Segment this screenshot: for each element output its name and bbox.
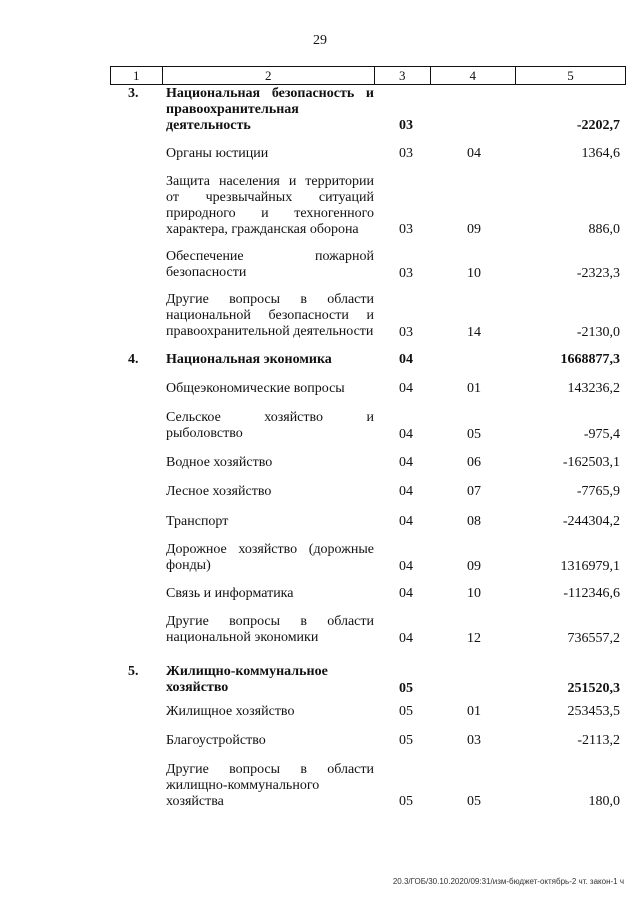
- row-subsection: 08: [467, 514, 481, 529]
- row-subsection: 01: [467, 704, 481, 719]
- row-name: Жилищное хозяйство: [166, 704, 295, 719]
- row-section: 04: [399, 514, 413, 529]
- header-col-1: 1: [111, 67, 163, 84]
- row-subsection: 04: [467, 146, 481, 161]
- row-name: Обеспечение пожарной безопасности: [166, 249, 374, 280]
- row-name: Транспорт: [166, 514, 229, 529]
- row-subsection: 05: [467, 794, 481, 809]
- row-name: Органы юстиции: [166, 146, 269, 161]
- row-section: 05: [399, 733, 413, 748]
- row-amount: 180,0: [588, 794, 620, 809]
- document-footer: 20.3/ГОБ/30.10.2020/09:31/изм-бюджет-октябрь-2 чт. закон-1 ч: [392, 877, 624, 886]
- row-section: 04: [399, 559, 413, 574]
- row-subsection: 09: [467, 222, 481, 237]
- row-name: Другие вопросы в области жилищно-коммунального хозяйства: [166, 762, 374, 809]
- header-col-3: 3: [375, 67, 431, 84]
- row-name: Другие вопросы в области национальной экономики: [166, 614, 374, 645]
- row-section: 04: [399, 381, 413, 396]
- row-number: 3.: [128, 86, 139, 101]
- row-amount: -162503,1: [562, 455, 620, 470]
- row-name: Национальная безопасность и правоохранительная деятельность: [166, 86, 374, 133]
- row-subsection: 01: [467, 381, 481, 396]
- row-name: Связь и информатика: [166, 586, 294, 601]
- row-section: 03: [399, 118, 413, 133]
- row-name: Национальная экономика: [166, 352, 332, 367]
- row-name: Защита населения и территории от чрезвычайных ситуаций природного и техногенного характера, гражданская оборона: [166, 174, 374, 237]
- row-amount: -975,4: [583, 427, 620, 442]
- row-subsection: 09: [467, 559, 481, 574]
- row-amount: 1668877,3: [560, 352, 620, 367]
- row-name: Жилищно-коммунальное хозяйство: [166, 664, 328, 695]
- row-section: 03: [399, 146, 413, 161]
- row-section: 04: [399, 427, 413, 442]
- row-section: 03: [399, 222, 413, 237]
- row-amount: -7765,9: [576, 484, 620, 499]
- row-name: Дорожное хозяйство (дорожные фонды): [166, 542, 374, 573]
- row-section: 04: [399, 631, 413, 646]
- row-section: 03: [399, 325, 413, 340]
- row-number: 4.: [128, 352, 139, 367]
- row-subsection: 05: [467, 427, 481, 442]
- row-section: 05: [399, 704, 413, 719]
- row-name: Сельское хозяйство и рыболовство: [166, 410, 374, 441]
- row-amount: 143236,2: [567, 381, 620, 396]
- row-name: Лесное хозяйство: [166, 484, 272, 499]
- row-section: 04: [399, 586, 413, 601]
- row-amount: 736557,2: [567, 631, 620, 646]
- row-section: 04: [399, 484, 413, 499]
- row-amount: -2130,0: [576, 325, 620, 340]
- row-amount: 1316979,1: [560, 559, 620, 574]
- row-section: 03: [399, 266, 413, 281]
- row-subsection: 14: [467, 325, 481, 340]
- row-section: 04: [399, 455, 413, 470]
- row-subsection: 10: [467, 266, 481, 281]
- row-section: 05: [399, 794, 413, 809]
- row-name: Общеэкономические вопросы: [166, 381, 345, 396]
- row-amount: -2202,7: [576, 118, 620, 133]
- header-col-2: 2: [163, 67, 375, 84]
- row-name: Водное хозяйство: [166, 455, 273, 470]
- row-subsection: 12: [467, 631, 481, 646]
- row-subsection: 10: [467, 586, 481, 601]
- page-number: 29: [313, 33, 327, 48]
- row-name: Другие вопросы в области национальной безопасности и правоохранительной деятельности: [166, 292, 374, 339]
- header-col-5: 5: [567, 68, 574, 83]
- row-subsection: 06: [467, 455, 481, 470]
- row-section: 04: [399, 352, 413, 367]
- row-amount: 253453,5: [567, 704, 620, 719]
- row-amount: 886,0: [588, 222, 620, 237]
- table-header: [110, 66, 626, 85]
- row-amount: -244304,2: [562, 514, 620, 529]
- header-col-4: 4: [431, 67, 516, 84]
- row-amount: 1364,6: [581, 146, 620, 161]
- row-section: 05: [399, 681, 413, 696]
- row-amount: -2323,3: [576, 266, 620, 281]
- row-amount: -2113,2: [577, 733, 620, 748]
- row-amount: -112346,6: [563, 586, 620, 601]
- row-subsection: 07: [467, 484, 481, 499]
- row-name: Благоустройство: [166, 733, 266, 748]
- row-amount: 251520,3: [567, 681, 620, 696]
- row-subsection: 03: [467, 733, 481, 748]
- row-number: 5.: [128, 664, 139, 679]
